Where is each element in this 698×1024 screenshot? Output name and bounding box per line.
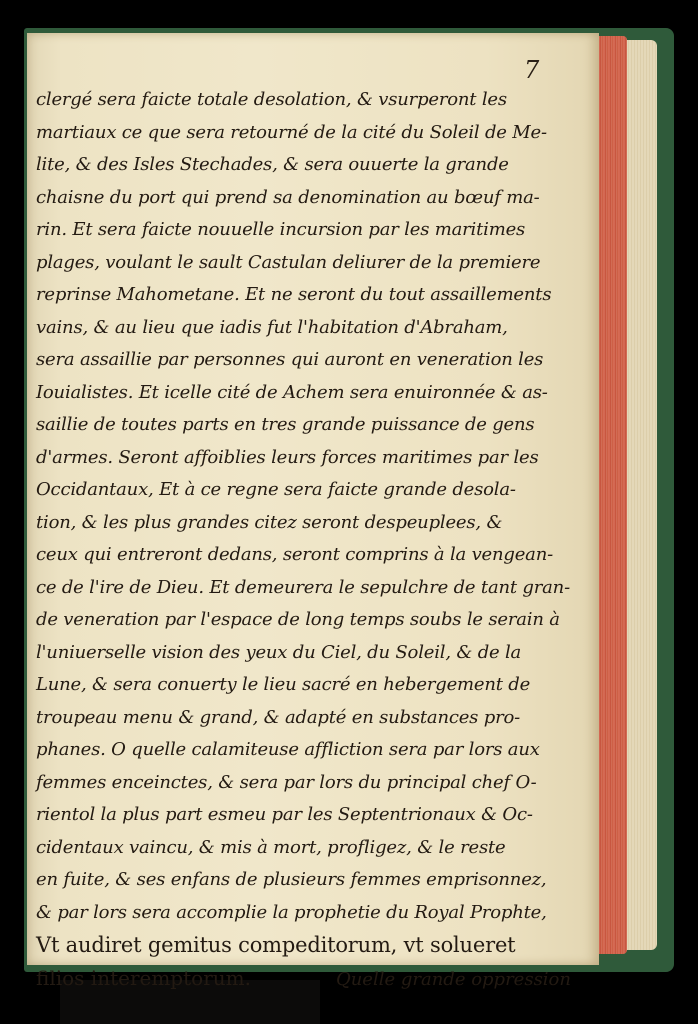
text-line: saillie de toutes parts en tres grande puissance de gens <box>36 414 535 435</box>
text-line: de veneration par l'espace de long temps soubs le serain à <box>36 609 560 630</box>
text-line: cidentaux vaincu, & mis à mort, profligez, & le reste <box>36 836 506 858</box>
text-line: l'uniuerselle vision des yeux du Ciel, du Soleil, & de la <box>36 641 522 663</box>
text-line: Occidantaux, Et à ce regne sera faicte grande desola- <box>36 479 516 500</box>
text-line: vains, & au lieu que iadis fut l'habitation d'Abraham, <box>36 316 508 338</box>
final-line <box>36 962 571 995</box>
text-line: & par lors sera accomplie la prophetie du Royal Prophte, <box>36 901 547 923</box>
text-line: plages, voulant le sault Castulan deliurer de la premiere <box>36 251 541 273</box>
text-line: martiaux ce que sera retourné de la cité du Soleil de Me- <box>36 121 547 143</box>
text-line: phanes. O quelle calamiteuse affliction sera par lors aux <box>36 739 540 760</box>
text-line: ceux qui entreront dedans, seront comprins à la vengean- <box>36 544 553 565</box>
text-line: clergé sera faicte totale desolation, & vsurperont les <box>36 89 507 110</box>
page-edges <box>597 36 627 954</box>
text-line: Lune, & sera conuerty le lieu sacré en hebergement de <box>36 674 531 695</box>
closing-phrase: Quelle grande oppression <box>335 968 571 990</box>
text-line: sera assaillie par personnes qui auront en veneration les <box>36 349 544 370</box>
text-line: femmes enceinctes, & sera par lors du principal chef O- <box>36 771 537 793</box>
text-line: ce de l'ire de Dieu. Et demeurera le sepulchre de tant gran- <box>36 576 570 598</box>
latin-text-end: filios interemptorum. <box>36 965 251 990</box>
text-line: lite, & des Isles Stechades, & sera ouuerte la grande <box>36 154 509 175</box>
text-line: Iouialistes. Et icelle cité de Achem sera enuironnée & as- <box>36 381 548 403</box>
text-line: d'armes. Seront affoiblies leurs forces maritimes par les <box>36 446 539 468</box>
page-number: 7 <box>524 56 540 84</box>
text-line: troupeau menu & grand, & adapté en substances pro- <box>36 706 520 728</box>
latin-text: Vt audiret gemitus compeditorum, vt solueret <box>36 933 516 957</box>
text-line: en fuite, & ses enfans de plusieurs femmes emprisonnez, <box>36 869 547 890</box>
latin-line <box>36 929 576 962</box>
text-line: tion, & les plus grandes citez seront despeuplees, & <box>36 511 503 533</box>
text-line: chaisne du port qui prend sa denomination au bœuf ma- <box>36 186 540 208</box>
text-line: reprinse Mahometane. Et ne seront du tout assaillements <box>36 284 552 305</box>
text-line: rientol la plus part esmeu par les Septentrionaux & Oc- <box>36 804 533 825</box>
text-line: rin. Et sera faicte nouuelle incursion par les maritimes <box>36 219 526 240</box>
page-edges-inner <box>627 40 657 950</box>
page-text <box>36 84 576 994</box>
